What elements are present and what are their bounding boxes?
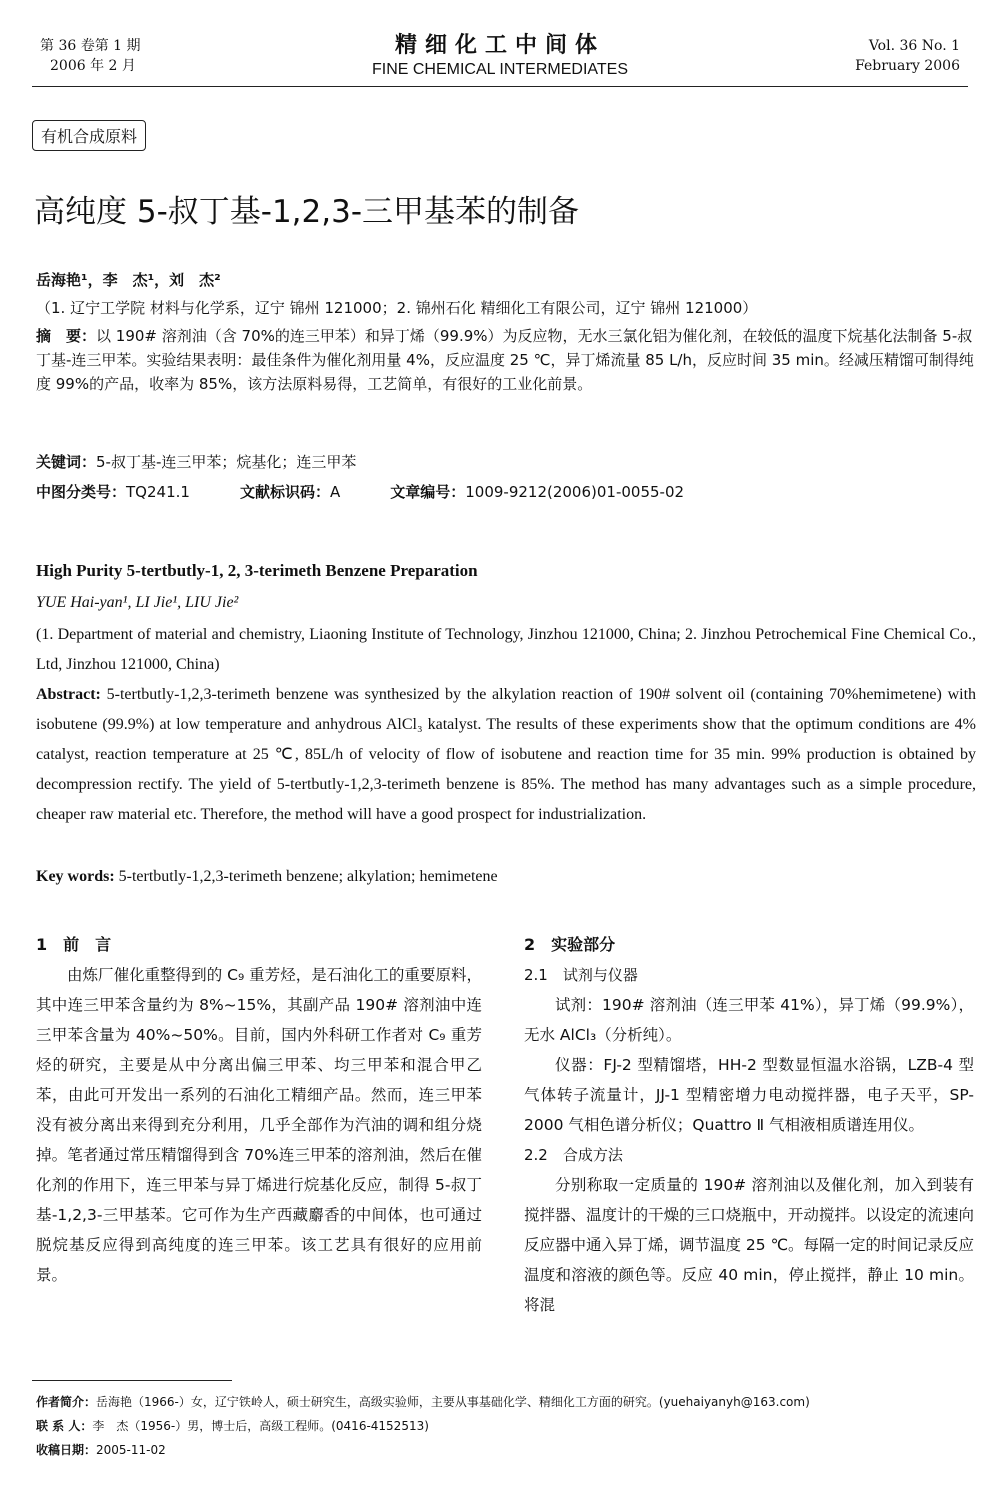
footnote-contact-label: 联 系 人： bbox=[36, 1419, 93, 1433]
footnote-contact bbox=[36, 1414, 976, 1438]
doc-code-value: A bbox=[329, 483, 341, 501]
section-tag: 有机合成原料 bbox=[32, 120, 146, 151]
title-en: High Purity 5-tertbutly-1, 2, 3-terimeth Benzene Preparation bbox=[36, 561, 478, 580]
footnote-author bbox=[36, 1390, 976, 1414]
intro-paragraph: 由炼厂催化重整得到的 C₉ 重芳烃，是石油化工的重要原料，其中连三甲苯含量约为 8%~15%，其副产品 190# 溶剂油中连三甲苯含量为 40%~50%。目前，国内外科研工作者对 C₉ 重芳烃的研究，主要是从中分离出偏三甲苯、均三甲苯和混合甲乙苯，由此可开发出一系列的石油化工精细产品。然而，连三甲苯没有被分离出来得到充分利用，几乎全部作为汽油的调和组分烧掉。笔者通过常压精馏得到含 70%连三甲苯的溶剂油，然后在催化剂的作用下，连三甲苯与异丁烯进行烷基化反应，制得 5-叔丁基-1,2,3-三甲基苯。它可作为生产西藏麝香的中间体，也可通过脱烷基反应得到高纯度的连三甲苯。该工艺具有很好的应用前景。 bbox=[36, 966, 482, 1284]
reagents-paragraph: 试剂：190# 溶剂油（连三甲苯 41%），异丁烯（99.9%），无水 AlCl₃（分析纯）。 bbox=[524, 996, 974, 1044]
journal-title-cn: 精细化工中间体 bbox=[394, 33, 605, 58]
clc-label: 中图分类号： bbox=[36, 483, 127, 501]
authors-cn: 岳海艳¹，李 杰¹，刘 杰² bbox=[36, 271, 221, 289]
footnote-author-label: 作者简介： bbox=[36, 1395, 97, 1409]
journal-title-en: FINE CHEMICAL INTERMEDIATES bbox=[371, 61, 629, 78]
section-heading-experiment: 2 实验部分 bbox=[524, 935, 616, 954]
keywords-text-en: 5-tertbutly-1,2,3-terimeth benzene; alkylation; hemimetene bbox=[118, 868, 498, 885]
footnote-received-text: 2005-11-02 bbox=[96, 1443, 166, 1457]
header-date-cn: 2006 年 2 月 bbox=[50, 58, 136, 74]
subsection-heading-reagents: 2.1 试剂与仪器 bbox=[524, 966, 638, 984]
abstract-label-en: Abstract: bbox=[36, 686, 101, 703]
keywords-label-en: Key words: bbox=[36, 868, 115, 885]
abstract-en bbox=[36, 680, 976, 830]
header-volume-en: Vol. 36 No. 1 bbox=[868, 38, 960, 54]
abstract-cn bbox=[36, 324, 976, 396]
footnote-author-text: 岳海艳（1966-）女，辽宁铁岭人，硕士研究生，高级实验师，主要从事基础化学、精细化工方面的研究。(yuehaiyanyh@163.com) bbox=[96, 1395, 810, 1409]
article-number-label: 文章编号： bbox=[390, 483, 466, 501]
section-heading-intro: 1 前 言 bbox=[36, 935, 112, 954]
abstract-label-cn: 摘 要： bbox=[36, 327, 97, 345]
paper-title: 高纯度 5-叔丁基-1,2,3-三甲基苯的制备 bbox=[34, 194, 580, 230]
classification-line bbox=[36, 480, 976, 504]
doc-code-label: 文献标识码： bbox=[239, 483, 330, 501]
synthesis-paragraph: 分别称取一定质量的 190# 溶剂油以及催化剂，加入到装有搅拌器、温度计的干燥的三口烧瓶中，开动搅拌。以设定的流速向反应器中通入异丁烯，调节温度 25 ℃。每隔一定的时间记录反应温度和溶液的颜色等。反应 40 min，停止搅拌，静止 10 min。将混 bbox=[524, 1176, 974, 1314]
footnote-contact-text: 李 杰（1956-）男，博士后，高级工程师。(0416-4152513) bbox=[92, 1419, 429, 1433]
keywords-cn bbox=[36, 450, 976, 474]
clc-value: TQ241.1 bbox=[126, 483, 190, 501]
body-column-left bbox=[36, 930, 482, 1290]
instruments-paragraph: 仪器：FJ-2 型精馏塔，HH-2 型数显恒温水浴锅，LZB-4 型气体转子流量计，JJ-1 型精密增力电动搅拌器，电子天平，SP-2000 气相色谱分析仪；Quattro Ⅱ 气相液相质谱连用仪。 bbox=[524, 1056, 974, 1134]
affiliation-cn: （1. 辽宁工学院 材料与化学系，辽宁 锦州 121000；2. 锦州石化 精细化工有限公司，辽宁 锦州 121000） bbox=[36, 299, 758, 317]
header-issue-en bbox=[855, 36, 960, 76]
abstract-text-en: 5-tertbutly-1,2,3-terimeth benzene was synthesized by the alkylation reaction of 190# solvent oil (containing 70%hemimetene) with isobutene (99.9%) at low temperature and anhydrous AlCl₃ katalyst. The results of these experiments show that the optimum conditions are 4% catalyst, reaction temperature at 25 ℃, 85L/h of velocity of flow of isobutene and reaction time for 35 min. 99% production is obtained by decompression rectify. The yield of 5-tertbutly-1,2,3-terimeth benzene is 85%. The method has many advantages such as a simple procedure, cheaper raw material etc. Therefore, the method will have a good prospect for industrialization. bbox=[36, 686, 977, 823]
header-date-en: February 2006 bbox=[855, 58, 960, 74]
article-number-value: 1009-9212(2006)01-0055-02 bbox=[465, 483, 685, 501]
footnote-received-label: 收稿日期： bbox=[36, 1443, 97, 1457]
keywords-text-cn: 5-叔丁基-连三甲苯；烷基化；连三甲苯 bbox=[96, 453, 357, 471]
authors-en: YUE Hai-yan¹, LI Jie¹, LIU Jie² bbox=[36, 594, 239, 611]
affiliation-en: (1. Department of material and chemistry, Liaoning Institute of Technology, Jinzhou 121000, China; 2. Jinzhou Petrochemical Fine Chemical Co., Ltd, Jinzhou 121000, China) bbox=[36, 626, 976, 673]
body-column-right bbox=[524, 930, 974, 1320]
abstract-text-cn: 以 190# 溶剂油（含 70%的连三甲苯）和异丁烯（99.9%）为反应物，无水三氯化铝为催化剂，在较低的温度下烷基化法制备 5-叔丁基-连三甲苯。实验结果表明：最佳条件为催化剂用量 4%，反应温度 25 ℃，异丁烯流量 85 L/h，反应时间 35 min。经减压精馏可制得纯度 99%的产品，收率为 85%，该方法原料易得，工艺简单，有很好的工业化前景。 bbox=[36, 327, 974, 393]
footnote-received bbox=[36, 1438, 976, 1462]
header-volume-cn: 第 36 卷第 1 期 bbox=[40, 38, 141, 54]
footnote-divider bbox=[32, 1380, 232, 1381]
keywords-en bbox=[36, 862, 976, 892]
keywords-label-cn: 关键词： bbox=[36, 453, 97, 471]
subsection-heading-synthesis: 2.2 合成方法 bbox=[524, 1146, 623, 1164]
header-divider bbox=[32, 86, 968, 87]
journal-masthead bbox=[0, 28, 1000, 79]
footnotes bbox=[36, 1390, 976, 1462]
